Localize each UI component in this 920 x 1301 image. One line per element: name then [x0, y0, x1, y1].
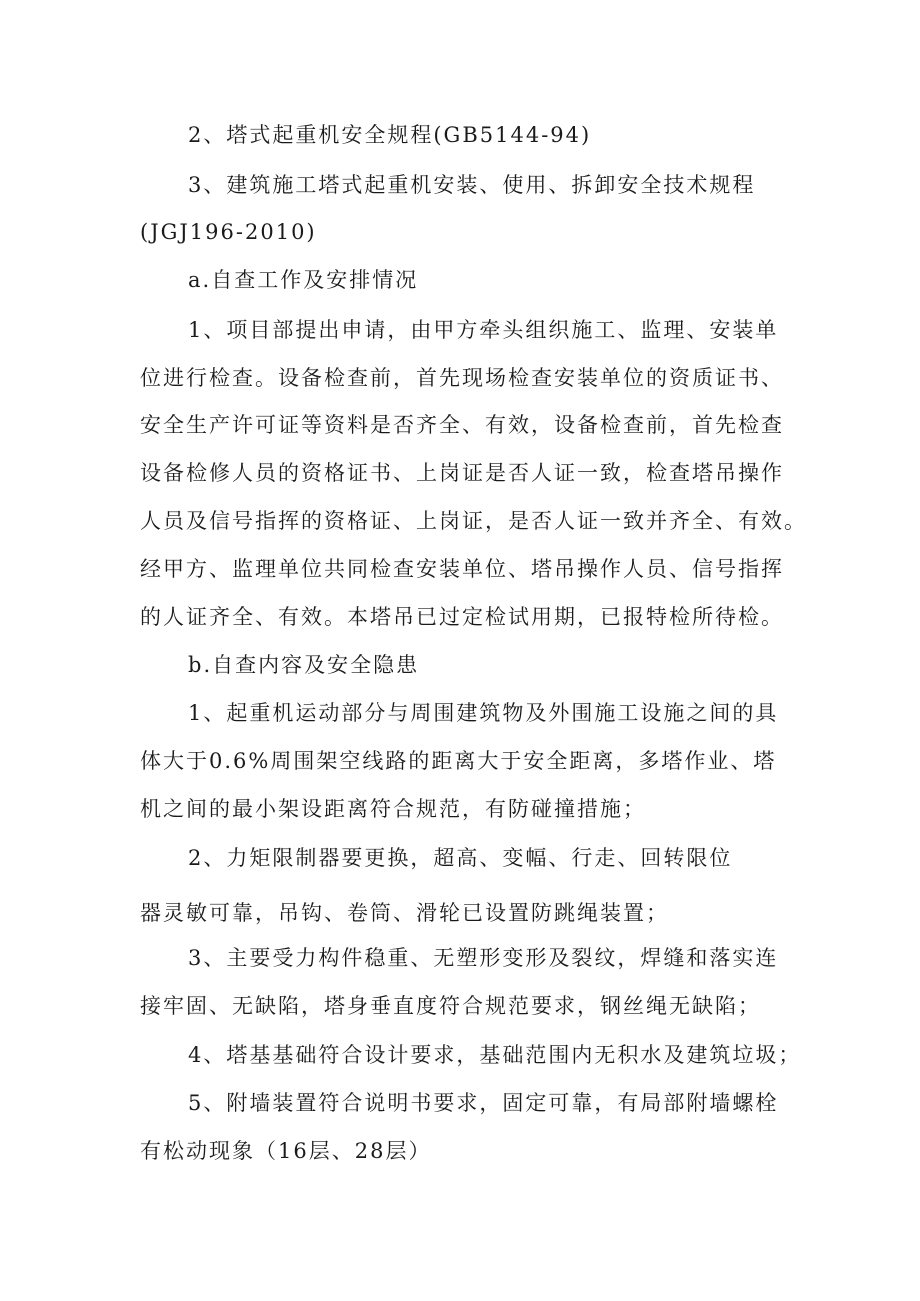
paragraph-line: 有松动现象（16层、28层）: [140, 1139, 432, 1163]
paragraph-line: 安全生产许可证等资料是否齐全、有效，设备检查前，首先检查: [140, 413, 784, 437]
item-3-structural-members: 3、主要受力构件稳重、无塑形变形及裂纹，焊缝和落实连: [188, 946, 779, 970]
section-heading-a: a.自查工作及安排情况: [188, 268, 419, 292]
item-2-torque-limiter: 2、力矩限制器要更换，超高、变幅、行走、回转限位: [188, 846, 733, 870]
paragraph-inspection-application: 1、项目部提出申请，由甲方牵头组织施工、监理、安装单: [188, 318, 779, 342]
paragraph-line: 设备检修人员的资格证书、上岗证是否人证一致，检查塔吊操作: [140, 461, 784, 485]
paragraph-line: 经甲方、监理单位共同检查安装单位、塔吊操作人员、信号指挥: [140, 557, 784, 581]
item-1-moving-parts: 1、起重机运动部分与周围建筑物及外围施工设施之间的具: [188, 701, 779, 725]
paragraph-line: 的人证齐全、有效。本塔吊已过定检试用期，已报特检所待检。: [140, 605, 784, 629]
paragraph-line: 接牢固、无缺陷，塔身垂直度符合规范要求，钢丝绳无缺陷；: [140, 994, 761, 1018]
paragraph-line: 位进行检查。设备检查前，首先现场检查安装单位的资质证书、: [140, 366, 784, 390]
paragraph-line: 人员及信号指挥的资格证、上岗证，是否人证一致并齐全、有效。: [140, 509, 807, 533]
paragraph-line: 机之间的最小架设距离符合规范，有防碰撞措施；: [140, 797, 646, 821]
item-5-wall-attachment: 5、附墙装置符合说明书要求，固定可靠，有局部附墙螺栓: [188, 1091, 779, 1115]
paragraph-standard-gb5144: 2、塔式起重机安全规程(GB5144-94): [188, 123, 592, 147]
paragraph-line: 体大于0.6%周围架空线路的距离大于安全距离，多塔作业、塔: [140, 749, 777, 773]
paragraph-standard-jgj196: 3、建筑施工塔式起重机安装、使用、拆卸安全技术规程: [188, 173, 756, 197]
paragraph-standard-jgj196-cont: (JGJ196-2010): [140, 220, 317, 244]
paragraph-line: 器灵敏可靠，吊钩、卷筒、滑轮已设置防跳绳装置；: [140, 901, 669, 925]
item-4-foundation: 4、塔基基础符合设计要求，基础范围内无积水及建筑垃圾；: [188, 1043, 802, 1067]
section-heading-b: b.自查内容及安全隐患: [188, 653, 420, 677]
